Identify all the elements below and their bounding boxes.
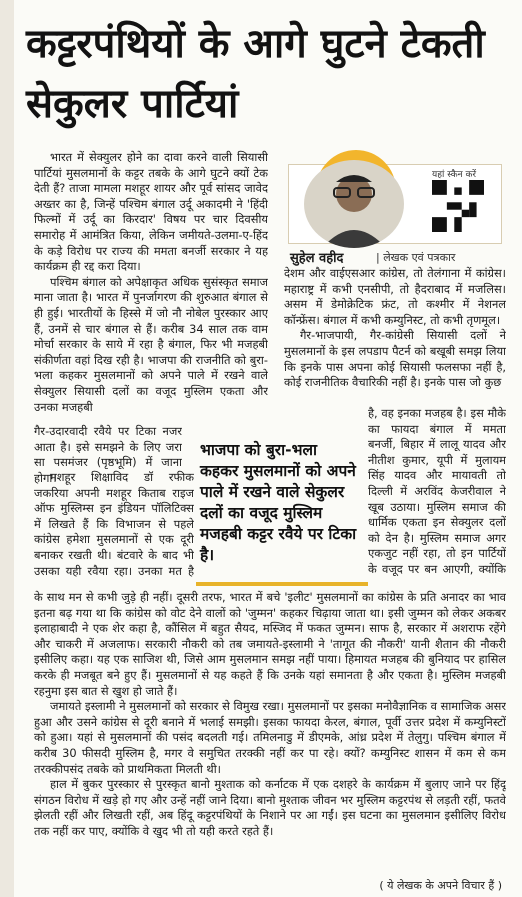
pull-quote-rule [196,582,368,586]
paragraph: गैर-भाजपायी, गैर-कांग्रेसी सियासी दलों ने मुसलमानों के इस लपडाप पैटर्न को बखूबी समझ लिया कि इनके पास अपना कोई सियासी फलसफा नहीं है, कोई राजनीतिक वैचारिकी नहीं है। इनके पास जो कुछ [284,328,506,390]
paragraph: गैर-उदारवादी रवैये पर टिका नजर आता है। इसे समझने के लिए जरा सा पसमंजर (पृष्ठभूमि) में जाना होगा। [34,424,182,485]
paragraph: जमायते इस्लामी ने मुसलमानों को सरकार से विमुख रखा। मुसलमानों पर इसका मनोवैज्ञानिक व सामाजिक असर हुआ और उसने कांग्रेस से दूरी बनाने में भलाई समझी। इसका फायदा केरल, बंगाल, पूर्वी उत्तर प्रदेश में कम्युनिस्टों को हुआ। यहां से मुसलमानों की पसंद बदलती गई। तमिलनाडु में डीएमके, आंध्र प्रदेश में तेलुगु। पश्चिम बंगाल में करीब 30 फीसदी मुस्लिम है, मगर वे समुचित तरक्की नहीं कर पा रहे। क्यों? कम्युनिस्ट शासन में कम से कम तरक्कीपसंद तबके को प्राथमिकता मिलती थी। [34,699,506,776]
qr-label: यहां स्कैन करें [432,170,477,180]
disclaimer: ( ये लेखक के अपने विचार हैं ) [379,879,502,892]
adjacent-page-edge [0,0,14,897]
column-a [34,150,268,426]
paragraph: देशम और वाईएसआर कांग्रेस, तो तेलंगाना में कांग्रेस। महाराष्ट्र में कभी एनसीपी, तो हैदराबाद में मजलिस। असम में डेमोक्रेटिक फ्रंट, तो कश्मीर में नेशनल कॉन्फ्रेंस। बंगाल में कभी कम्युनिस्ट, तो कभी तृणमूल। [284,266,506,327]
author-photo [304,160,404,248]
author-role: | लेखक एवं पत्रकार [376,251,456,264]
column-b [284,266,506,406]
author-name: सुहेल वहीद [290,251,344,266]
paragraph: भारत में सेक्युलर होने का दावा करने वाली सियासी पार्टियां मुसलमानों के कट्टर तबके के आगे घुटने क्यों टेक देती हैं? ताजा मामला मशहूर शायर और पूर्व सांसद जावेद अख्तर का है, जिन्हें पश्चिम बंगाल उर्दू अकादमी ने 'हिंदी फिल्मों में उर्दू का किरदार' विषय पर चार दिवसीय समारोह में आमंत्रित किया, लेकिन जमीयते-उलमा-ए-हिंद के कड़े विरोध पर राज्य की ममता बनर्जी सरकार ने यह कार्यक्रम ही रद्द करा दिया। [34,150,268,274]
paragraph: मशहूर शिक्षाविद डॉ रफीक जकरिया अपनी मशहूर किताब राइज ऑफ मुस्लिम्स इन इंडियन पॉलिटिक्स में लिखते हैं कि विभाजन से पहले कांग्रेस हमेशा मुसलमानों से एक दूरी बनाकर रखती थी। बंटवारे के बाद भी उसका यही रवैया रहा। उनका मत है [34,470,194,578]
column-lower [34,590,506,876]
pull-quote: भाजपा को बुरा-भला कहकर मुसलमानों को अपने पाले में रखने वाले सेकुलर दलों का वजूद मुस्लिम मजहबी कट्टर रवैये पर टिका है। [200,441,357,564]
paragraph: के साथ मन से कभी जुड़े ही नहीं। दूसरी तरफ, भारत में बचे 'इलीट' मुसलमानों का कांग्रेस के प्रति अनादर का भाव इतना बढ़ गया था कि कांग्रेस को वोट देने वालों को 'जुम्मन' कहकर चिढ़ाया जाता था। इसी जुम्मन को लेकर अकबर इलाहाबादी ने एक शेर कहा है, कौंसिल में बहुत सैयद, मस्जिद में फकत जुम्मन। साफ है, सरकार में अशराफ रहेंगे और चाकरी में अजलाफ। सरकारी नौकरी को तब जमायते-इस्लामी ने 'तागूत की नौकरी' यानी शैतान की नौकरी इसीलिए कहा। यह एक साजिश थी, जिसे आम मुसलमान समझ नहीं पाया। हिमायत मजहब की बुनियाद पर हासिल करके ही मजबूत बने हुए हैं। मुसलमानों से यह कहते हैं कि उनके यहां समानता है और एकता है। मुस्लिम मजहबी रहनुमा इस बात से खुश हो जाते हैं। [34,590,506,698]
column-a-lower [34,470,194,578]
paragraph: हाल में बुकर पुरस्कार से पुरस्कृत बानो मुश्ताक को कर्नाटक में एक दशहरे के कार्यक्रम में बुलाए जाने पर हिंदू संगठन विरोध में खड़े हो गए और उन्हें नहीं जाने दिया। बानो मुश्ताक जीवन भर मुस्लिम कट्टरपंथ से लड़ती रहीं, फतवे झेलती रहीं और लिखती रहीं, अब हिंदू कट्टरपंथियों के निशाने पर आ गईं। इस घटना का मुसलमान इसीलिए विरोध तक नहीं कर पाए, क्योंकि वे खुद भी तो यही करते रहते हैं। [34,777,506,838]
qr-code-icon [432,180,484,232]
paragraph: पश्चिम बंगाल को अपेक्षाकृत अधिक सुसंस्कृत समाज माना जाता है। भारत में पुनर्जागरण की शुरुआत बंगाल से ही हुई। भारतीयों के हिस्से में जो नौ नोबेल पुरस्कार आए हैं, उनमें से चार बंगाल से हैं। करीब 34 साल तक वाम मोर्चा सरकार के साये में रहा है बंगाल, फिर भी मजहबी संकीर्णता वहां दिख रही है। भाजपा की राजनीति को बुरा-भला कहकर मुसलमानों को अपने पाले में रखने वाले सेक्युलर सियासी दलों का वजूद मुस्लिम एकता और उनका मजहबी [34,274,268,414]
headline: कट्टरपंथियों के आगे घुटने टेकती सेकुलर पार्टियां [26,21,485,127]
column-b-narrow [368,406,506,576]
paragraph: है, वह इनका मजहब है। इस मौके का फायदा बंगाल में ममता बनर्जी, बिहार में लालू यादव और नीतीश कुमार, यूपी में मुलायम सिंह यादव और मायावती तो दिल्ली में अरविंद केजरीवाल ने खूब उठाया। मुस्लिम समाज की धार्मिक एकता इन सेक्युलर दलों को देन है। मुस्लिम समाज अगर एकजुट नहीं रहा, तो इन पार्टियों के वजूद पर बन आएगी, क्योंकि [368,406,506,576]
